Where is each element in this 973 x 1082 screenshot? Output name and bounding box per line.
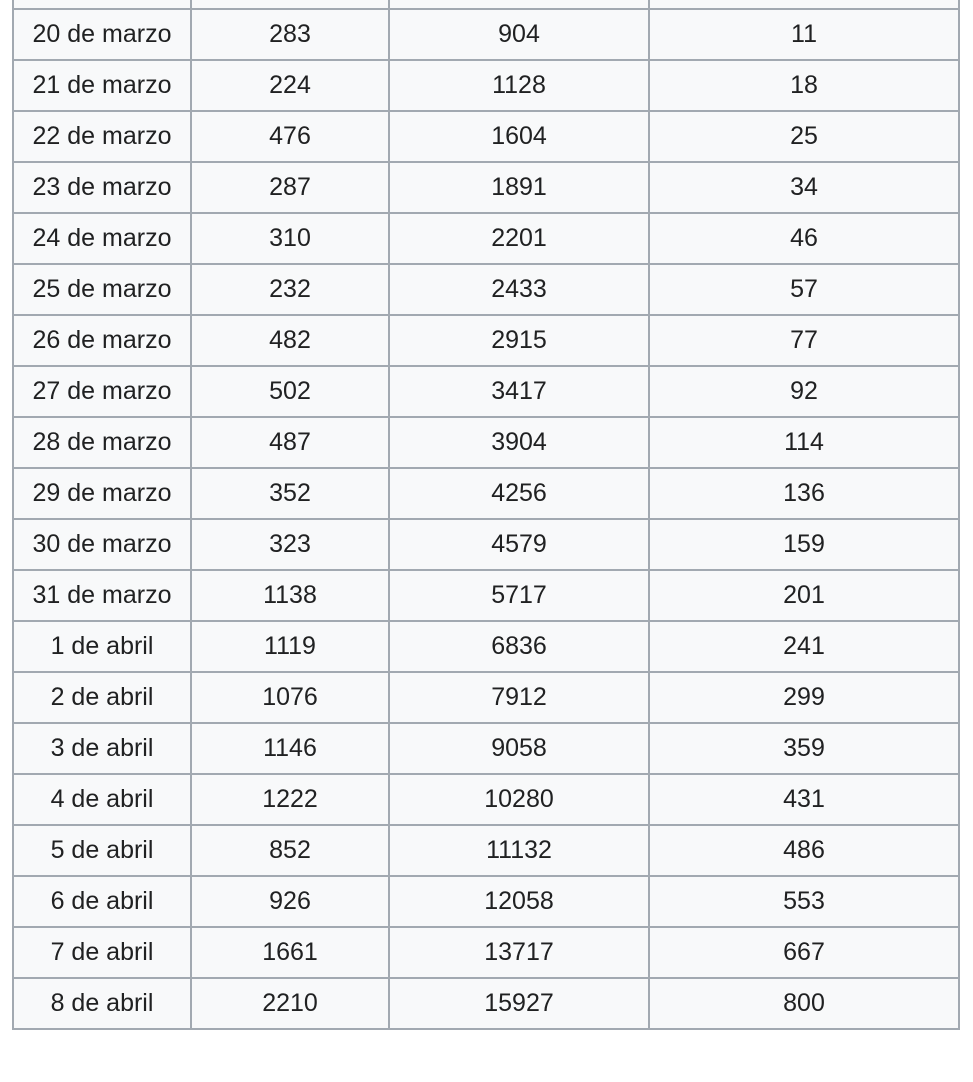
new-cases-cell: 1661 (191, 927, 389, 978)
table-row (13, 672, 959, 723)
table-row (13, 876, 959, 927)
total-cases-cell: 1891 (389, 162, 649, 213)
total-cases-cell: 7912 (389, 672, 649, 723)
total-cases-cell: 15927 (389, 978, 649, 1029)
total-cases-cell: 6836 (389, 621, 649, 672)
table-row (13, 723, 959, 774)
date-cell: 22 de marzo (13, 111, 191, 162)
deaths-cell: 553 (649, 876, 959, 927)
new-cases-cell: 1138 (191, 570, 389, 621)
table-row (13, 366, 959, 417)
new-cases-cell: 1076 (191, 672, 389, 723)
new-cases-cell: 926 (191, 876, 389, 927)
total-cases-cell: 9058 (389, 723, 649, 774)
new-cases-cell: 287 (191, 162, 389, 213)
new-cases-cell: 852 (191, 825, 389, 876)
deaths-cell: 486 (649, 825, 959, 876)
deaths-cell: 800 (649, 978, 959, 1029)
deaths-cell: 136 (649, 468, 959, 519)
date-cell: 20 de marzo (13, 9, 191, 60)
date-cell: 6 de abril (13, 876, 191, 927)
date-cell: 31 de marzo (13, 570, 191, 621)
deaths-cell: 25 (649, 111, 959, 162)
new-cases-cell: 1146 (191, 723, 389, 774)
date-cell: 5 de abril (13, 825, 191, 876)
date-cell: 21 de marzo (13, 60, 191, 111)
date-cell: 23 de marzo (13, 162, 191, 213)
date-cell: 2 de abril (13, 672, 191, 723)
total-cases-cell: 2915 (389, 315, 649, 366)
deaths-cell: 241 (649, 621, 959, 672)
table-row (13, 774, 959, 825)
table-row (13, 213, 959, 264)
deaths-cell: 57 (649, 264, 959, 315)
total-cases-cell: 2201 (389, 213, 649, 264)
new-cases-cell: 2210 (191, 978, 389, 1029)
table-row (13, 60, 959, 111)
table-row (13, 162, 959, 213)
total-cases-cell: 1128 (389, 60, 649, 111)
table-row (13, 417, 959, 468)
deaths-cell: 46 (649, 213, 959, 264)
new-cases-cell: 352 (191, 468, 389, 519)
new-cases-cell: 283 (191, 9, 389, 60)
table-row (13, 519, 959, 570)
deaths-cell: 11 (649, 9, 959, 60)
new-cases-cell: 476 (191, 111, 389, 162)
deaths-cell: 18 (649, 60, 959, 111)
date-cell: 4 de abril (13, 774, 191, 825)
deaths-cell: 159 (649, 519, 959, 570)
deaths-cell: 299 (649, 672, 959, 723)
table-row (13, 978, 959, 1029)
date-cell: 7 de abril (13, 927, 191, 978)
total-cases-cell (389, 0, 649, 9)
new-cases-cell: 482 (191, 315, 389, 366)
table-row (13, 468, 959, 519)
deaths-cell: 77 (649, 315, 959, 366)
table-row (13, 927, 959, 978)
table-row (13, 9, 959, 60)
deaths-cell (649, 0, 959, 9)
total-cases-cell: 3904 (389, 417, 649, 468)
date-cell: 1 de abril (13, 621, 191, 672)
total-cases-cell: 3417 (389, 366, 649, 417)
date-cell: 28 de marzo (13, 417, 191, 468)
table-body (13, 0, 959, 1029)
total-cases-cell: 2433 (389, 264, 649, 315)
deaths-cell: 431 (649, 774, 959, 825)
new-cases-cell (191, 0, 389, 9)
total-cases-cell: 10280 (389, 774, 649, 825)
data-table-container (12, 0, 960, 1030)
table-row (13, 111, 959, 162)
total-cases-cell: 13717 (389, 927, 649, 978)
deaths-cell: 114 (649, 417, 959, 468)
total-cases-cell: 5717 (389, 570, 649, 621)
date-cell: 27 de marzo (13, 366, 191, 417)
date-cell: 29 de marzo (13, 468, 191, 519)
new-cases-cell: 487 (191, 417, 389, 468)
date-cell: 8 de abril (13, 978, 191, 1029)
total-cases-cell: 904 (389, 9, 649, 60)
new-cases-cell: 323 (191, 519, 389, 570)
table-row (13, 264, 959, 315)
table-row (13, 315, 959, 366)
covid-cases-table (12, 0, 960, 1030)
deaths-cell: 667 (649, 927, 959, 978)
new-cases-cell: 224 (191, 60, 389, 111)
date-cell: 25 de marzo (13, 264, 191, 315)
table-row (13, 570, 959, 621)
new-cases-cell: 1222 (191, 774, 389, 825)
deaths-cell: 201 (649, 570, 959, 621)
table-row (13, 825, 959, 876)
date-cell: 26 de marzo (13, 315, 191, 366)
total-cases-cell: 11132 (389, 825, 649, 876)
total-cases-cell: 4256 (389, 468, 649, 519)
new-cases-cell: 1119 (191, 621, 389, 672)
date-cell: 3 de abril (13, 723, 191, 774)
total-cases-cell: 1604 (389, 111, 649, 162)
table-row (13, 0, 959, 9)
new-cases-cell: 502 (191, 366, 389, 417)
deaths-cell: 92 (649, 366, 959, 417)
date-cell: 24 de marzo (13, 213, 191, 264)
total-cases-cell: 4579 (389, 519, 649, 570)
date-cell: 30 de marzo (13, 519, 191, 570)
table-row (13, 621, 959, 672)
deaths-cell: 359 (649, 723, 959, 774)
deaths-cell: 34 (649, 162, 959, 213)
date-cell (13, 0, 191, 9)
new-cases-cell: 232 (191, 264, 389, 315)
new-cases-cell: 310 (191, 213, 389, 264)
total-cases-cell: 12058 (389, 876, 649, 927)
